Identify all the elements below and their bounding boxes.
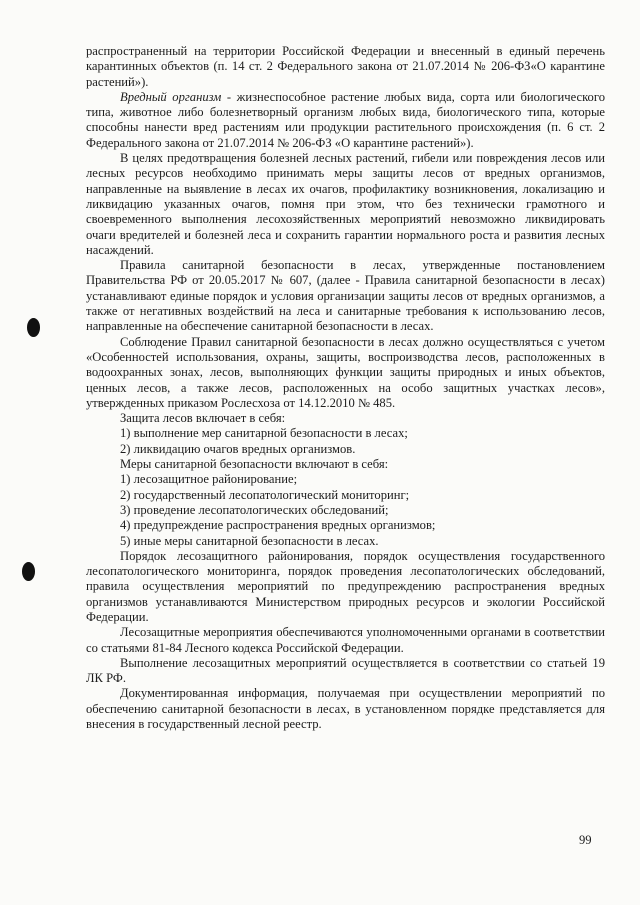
list-item: 2) государственный лесопатологический мониторинг; [120,487,410,502]
paragraph-prevention-measures: В целях предотвращения болезней лесных растений, гибели или повреждения лесов или лесных ресурсов необходимо принимать меры защиты лесов от вредных организмов, направленные на выявление в лесах их очагов, профилактику возникновения, локализацию и ликвидацию указанных очагов, помня при этом, что без технически грамотного и своевременного выполнения лесохозяйственных мероприятий невозможно ликвидировать очаги вредителей и болезней леса и сохранить гарантии нормального роста и развития лесных насаждений. [86,151,605,257]
document-body [86,44,605,732]
list-item: 2) ликвидацию очагов вредных организмов. [120,441,356,456]
paragraph-harmful-organism-definition [86,90,605,151]
list-heading-forest-protection: Защита лесов включает в себя: [120,411,286,426]
list-item: 1) выполнение мер санитарной безопасности в лесах; [120,426,408,441]
list-item: 3) проведение лесопатологических обследований; [120,502,389,517]
term-dash: - [221,89,237,104]
paragraph-documented-information: Документированная информация, получаемая при осуществлении мероприятий по обеспечению санитарной безопасности в лесах, в установленном порядке представляется для внесения в государственный лесной реестр. [86,686,605,732]
punch-hole [27,318,40,337]
punch-hole [22,562,35,581]
paragraph-sanitary-rules: Правила санитарной безопасности в лесах, утвержденные постановлением Правительства РФ от 20.05.2017 № 607, (далее - Правила санитарной безопасности в лесах) устанавливают единые порядок и условия организации защиты лесов от вредных организмов, а также от негативных воздействий на леса и санитарные требования к использованию лесов, направленные на обеспечение санитарной безопасности в лесах. [86,258,605,334]
paragraph-zoning-procedure: Порядок лесозащитного районирования, порядок осуществления государственного лесопатологического мониторинга, порядок проведения лесопатологических обследований, правила осуществления мероприятий по предупреждению распространения вредных организмов устанавливаются Министерством природных ресурсов и экологии Российской Федерации. [86,548,605,624]
page-number: 99 [579,833,592,847]
definition-text: жизнеспособное растение любых вида, сорта или биологического типа, животное либо болезнетворный организм любых вида, биологического типа, которые способны нанести вред растениям или продукции растительного происхождения (п. 6 ст. 2 Федерального закона от 21.07.2014 № 206-ФЗ «О карантине растений»). [86,89,606,150]
list-item: 5) иные меры санитарной безопасности в лесах. [120,533,379,548]
paragraph-quarantine-continuation: распространенный на территории Российской Федерации и внесенный в единый перечень карантинных объектов (п. 14 ст. 2 Федерального закона от 21.07.2014 № 206-ФЗ«О карантине растений»). [86,44,605,89]
paragraph-article-19: Выполнение лесозащитных мероприятий осуществляется в соответствии со статьей 19 ЛК РФ. [86,655,605,686]
paragraph-authorized-bodies: Лесозащитные мероприятия обеспечиваются уполномоченными органами в соответствии со статьями 81-84 Лесного кодекса Российской Федерации. [86,625,605,655]
defined-term: Вредный организм [120,89,222,104]
list-heading-sanitary-measures: Меры санитарной безопасности включают в себя: [120,457,389,472]
paragraph-compliance-features: Соблюдение Правил санитарной безопасности в лесах должно осуществляться с учетом «Особенностей использования, охраны, защиты, воспроизводства лесов, расположенных в водоохранных зонах, лесов, выполняющих функции защиты природных и иных объектов, ценных лесов, а также лесов, расположенных на особо защитных участках лесов», утвержденных приказом Рослесхоза от 14.12.2010 № 485. [86,334,605,410]
list-item: 4) предупреждение распространения вредных организмов; [120,518,436,533]
list-item: 1) лесозащитное районирование; [120,472,298,487]
